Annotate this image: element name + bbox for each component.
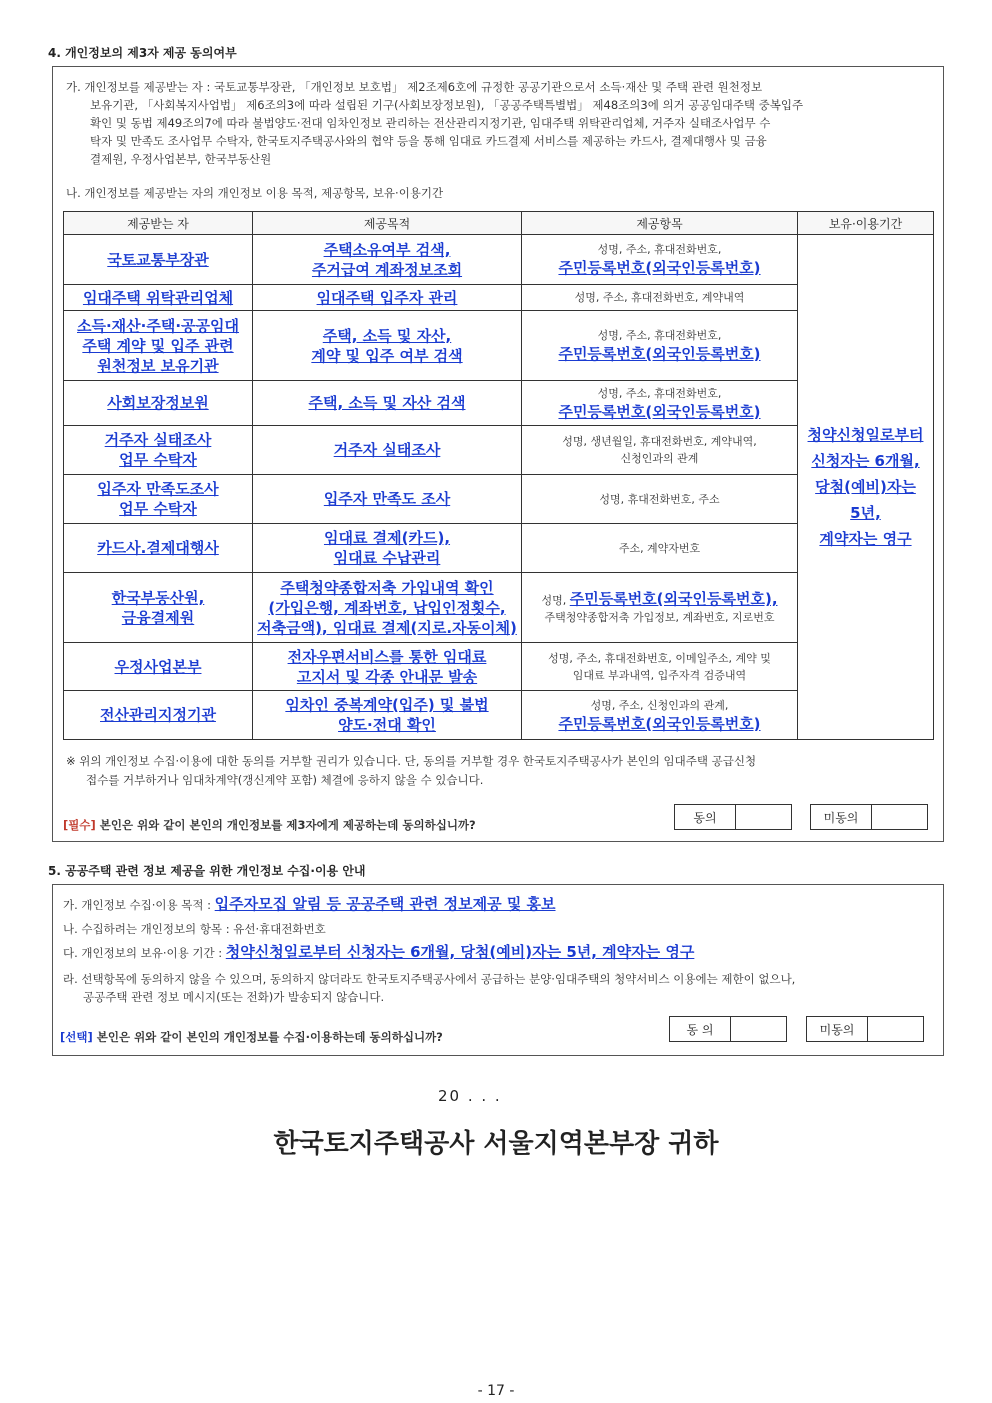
recipient-cell: 소득·재산·주택·공공임대 주택 계약 및 입주 관련 원천정보 보유기관 [64, 311, 253, 381]
retention-cell: 청약신청일로부터 신청자는 6개월, 당첨(예비)자는 5년, 계약자는 영구 [798, 235, 934, 740]
da-value: 청약신청일로부터 신청자는 6개월, 당첨(예비)자는 5년, 계약자는 영구 [225, 943, 695, 961]
closing-addressee: 한국토지주택공사 서울지역본부장 귀하 [273, 1129, 719, 1159]
recipient-cell: 거주자 실태조사 업무 수탁자 [64, 426, 253, 475]
date-line: 20 . . . [438, 1087, 502, 1105]
section4-question [63, 817, 476, 833]
section5-question [60, 1029, 443, 1045]
purpose-cell: 입주자 만족도 조사 [253, 475, 522, 524]
recipient-cell: 임대주택 위탁관리업체 [64, 285, 253, 311]
disagree-box[interactable] [872, 805, 927, 829]
recipient-cell: 한국부동산원, 금융결제원 [64, 573, 253, 643]
section4-title: 4. 개인정보의 제3자 제공 동의여부 [48, 46, 237, 60]
ra-line: 공공주택 관련 정보 메시지(또는 전화)가 발송되지 않습니다. [83, 990, 385, 1004]
items-cell: 주소, 계약자번호 [522, 524, 798, 573]
recipient-cell: 카드사.결제대행사 [64, 524, 253, 573]
items-cell: 성명, 주소, 휴대전화번호, 이메일주소, 계약 및 임대료 부과내역, 입주자격 검증내역 [522, 643, 798, 691]
col-header: 제공목적 [253, 212, 522, 235]
refusal-note [66, 752, 936, 790]
purpose-cell: 임대주택 입주자 관리 [253, 285, 522, 311]
ga-line: 탁자 및 만족도 조사업무 수탁자, 한국토지주택공사와의 협약 등을 통해 임대료 카드결제 서비스를 제공하는 카드사, 결제대행사 및 금융 [90, 134, 767, 148]
section5-disagree-checkbox[interactable] [806, 1016, 924, 1042]
items-cell: 성명, 주민등록번호(외국인등록번호), 주택청약종합저축 가입정보, 계좌번호, 지로번호 [522, 573, 798, 643]
col-header: 제공받는 자 [64, 212, 253, 235]
items-cell: 성명, 주소, 신청인과의 관계, 주민등록번호(외국인등록번호) [522, 691, 798, 740]
recipient-cell: 사회보장정보원 [64, 381, 253, 426]
agree-label: 동의 [675, 805, 736, 829]
ga-value: 입주자모집 알림 등 공공주택 관련 정보제공 및 홍보 [214, 895, 556, 913]
disagree-label: 미동의 [811, 805, 872, 829]
table-header-row [64, 212, 934, 235]
disagree-box[interactable] [868, 1017, 923, 1041]
ga-line: 확인 및 동법 제49조의7에 따라 불법양도·전대 임차인정보 관리하는 전산관리지정기관, 임대주택 위탁관리업체, 거주자 실태조사업무 수 [90, 116, 771, 130]
section4-ga [66, 78, 938, 168]
ga-line: 가. 개인정보를 제공받는 자 : 국토교통부장관, 「개인정보 보호법」 제2조제6호에 규정한 공공기관으로서 소득·재산 및 주택 관련 원천정보 [66, 80, 763, 94]
items-cell: 성명, 주소, 휴대전화번호, 주민등록번호(외국인등록번호) [522, 235, 798, 285]
agree-box[interactable] [731, 1017, 786, 1041]
purpose-cell: 주택청약종합저축 가입내역 확인 (가입은행, 계좌번호, 납입인정횟수, 저축금액), 임대료 결제(지로.자동이체) [253, 573, 522, 643]
agree-label: 동 의 [670, 1017, 731, 1041]
items-cell: 성명, 휴대전화번호, 주소 [522, 475, 798, 524]
required-tag: [필수] [63, 818, 96, 832]
ga-line: 결제원, 우정사업본부, 한국부동산원 [90, 152, 272, 166]
recipient-cell: 국토교통부장관 [64, 235, 253, 285]
items-cell: 성명, 주소, 휴대전화번호, 주민등록번호(외국인등록번호) [522, 311, 798, 381]
purpose-cell: 거주자 실태조사 [253, 426, 522, 475]
section5-agree-checkbox[interactable] [669, 1016, 787, 1042]
purpose-cell: 전자우편서비스를 통한 임대료 고지서 및 각종 안내문 발송 [253, 643, 522, 691]
disagree-label: 미동의 [807, 1017, 868, 1041]
purpose-cell: 주택, 소득 및 자산, 계약 및 입주 여부 검색 [253, 311, 522, 381]
note-line: 접수를 거부하거나 임대차계약(갱신계약 포함) 체결에 응하지 않을 수 있습니다. [86, 773, 484, 787]
table-row [64, 235, 934, 285]
section5-ga [63, 895, 556, 914]
col-header: 제공항목 [522, 212, 798, 235]
ga-label: 가. 개인정보 수집·이용 목적 : [63, 898, 215, 912]
da-label: 다. 개인정보의 보유·이용 기간 : [63, 946, 226, 960]
purpose-cell: 주택, 소득 및 자산 검색 [253, 381, 522, 426]
section4-agree-checkbox[interactable] [674, 804, 792, 830]
note-line: ※ 위의 개인정보 수집·이용에 대한 동의를 거부할 권리가 있습니다. 단, 동의를 거부할 경우 한국토지주택공사가 본인의 임대주택 공급신청 [66, 754, 757, 768]
section5-na: 나. 수집하려는 개인정보의 항목 : 유선·휴대전화번호 [63, 922, 326, 936]
optional-tag: [선택] [60, 1030, 93, 1044]
purpose-cell: 주택소유여부 검색, 주거급여 계좌정보조회 [253, 235, 522, 285]
recipient-cell: 우정사업본부 [64, 643, 253, 691]
col-header: 보유·이용기간 [798, 212, 934, 235]
items-cell: 성명, 생년월일, 휴대전화번호, 계약내역, 신청인과의 관계 [522, 426, 798, 475]
question-text: 본인은 위와 같이 본인의 개인정보를 수집·이용하는데 동의하십니까? [92, 1030, 443, 1044]
purpose-cell: 임차인 중복계약(입주) 및 불법 양도·전대 확인 [253, 691, 522, 740]
agree-box[interactable] [736, 805, 791, 829]
section5-title: 5. 공공주택 관련 정보 제공을 위한 개인정보 수집·이용 안내 [48, 864, 366, 878]
purpose-cell: 임대료 결제(카드), 임대료 수납관리 [253, 524, 522, 573]
section4-disagree-checkbox[interactable] [810, 804, 928, 830]
page-number: - 17 - [477, 1383, 515, 1399]
recipient-cell: 입주자 만족도조사 업무 수탁자 [64, 475, 253, 524]
ga-line: 보유기관, 「사회복지사업법」 제6조의3에 따라 설립된 기구(사회보장정보원), 「공공주택특별법」 제48조의3에 의거 공공임대주택 중복입주 [90, 98, 804, 112]
items-cell: 성명, 주소, 휴대전화번호, 주민등록번호(외국인등록번호) [522, 381, 798, 426]
question-text: 본인은 위와 같이 본인의 개인정보를 제3자에게 제공하는데 동의하십니까? [95, 818, 476, 832]
section5-da [63, 943, 694, 962]
items-cell: 성명, 주소, 휴대전화번호, 계약내역 [522, 285, 798, 311]
section4-na: 나. 개인정보를 제공받는 자의 개인정보 이용 목적, 제공항목, 보유·이용기간 [66, 186, 444, 200]
section5-ra [63, 970, 938, 1006]
ra-line: 라. 선택항목에 동의하지 않을 수 있으며, 동의하지 않더라도 한국토지주택공사에서 공급하는 분양·임대주택의 청약서비스 이용에는 제한이 없으나, [63, 972, 796, 986]
provision-table [63, 211, 934, 740]
recipient-cell: 전산관리지정기관 [64, 691, 253, 740]
